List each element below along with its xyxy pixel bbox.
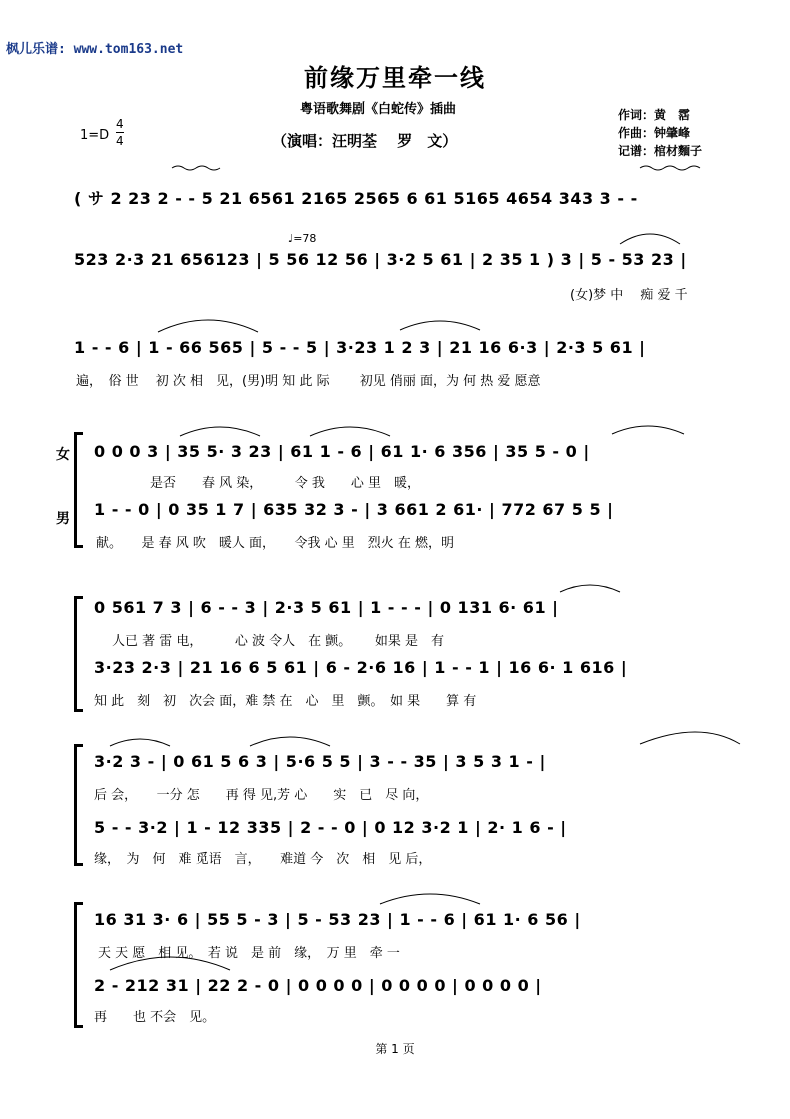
song-title: 前缘万里牵一线 bbox=[304, 63, 486, 92]
system4-female-notes: 0 0 0 3 | 35 5· 3 23 | 61 1 - 6 | 61 1· 6 356 | 35 5 - 0 | bbox=[94, 442, 590, 461]
system4-male-lyrics: 献。 是 春 风 吹 暖人 面， 令我 心 里 烈火 在 燃，明 bbox=[96, 536, 455, 551]
system7-female-lyrics: 天 天 愿 相 见。 若 说 是 前 缘， 万 里 牵 一 bbox=[98, 946, 400, 961]
time-top: 4 bbox=[116, 117, 124, 131]
slur-s4f bbox=[180, 427, 260, 436]
slur-s4f2 bbox=[310, 427, 390, 436]
system4-female-lyrics: 是否 春 风 染， 令 我 心 里 暖， bbox=[150, 476, 421, 491]
transcriber-credit: 记谱：棺材麵子 bbox=[618, 144, 703, 158]
system6-female-notes: 3·2 3 - | 0 61 5 6 3 | 5·6 5 5 | 3 - - 35 | 3 5 3 1 - | bbox=[94, 752, 546, 771]
system6-male-notes: 5 - - 3·2 | 1 - 12 335 | 2 - - 0 | 0 12 3·2 1 | 2· 1 6 - | bbox=[94, 818, 567, 837]
slur-s3 bbox=[158, 320, 258, 332]
system6-female-lyrics: 后 会， 一分 怎 再 得 见,芳 心 实 已 尽 向， bbox=[94, 788, 429, 803]
slur-s6f3 bbox=[640, 732, 740, 744]
time-bottom: 4 bbox=[116, 134, 124, 148]
slur-s6f bbox=[110, 739, 170, 746]
system5-male-notes: 3·23 2·3 | 21 16 6 5 61 | 6 - 2·6 16 | 1 - - 1 | 16 6· 1 616 | bbox=[94, 658, 628, 677]
system2-notes: 523 2·3 21 656123 | 5 56 12 56 | 3·2 5 61 | 2 35 1 ) 3 | 5 - 53 23 | bbox=[74, 250, 687, 269]
system6-male-lyrics: 缘， 为 何 难 觅语 言， 难道 今 次 相 见 后， bbox=[94, 852, 432, 867]
slur-s4f3 bbox=[612, 426, 684, 434]
system7-female-notes: 16 31 3· 6 | 55 5 - 3 | 5 - 53 23 | 1 - - 6 | 61 1· 6 56 | bbox=[94, 910, 581, 929]
trill-mark-1 bbox=[172, 166, 220, 170]
lyricist-credit: 作词：黄 霑 bbox=[618, 108, 691, 122]
site-watermark[interactable]: 枫儿乐谱: www.tom163.net bbox=[6, 42, 184, 57]
system7-male-lyrics: 再 也 不会 见。 bbox=[94, 1010, 216, 1025]
system2-lyrics: (女)梦 中 痴 爱 千 bbox=[570, 288, 688, 303]
trill-mark-2 bbox=[640, 166, 700, 170]
slur-s2 bbox=[620, 234, 680, 244]
system4-male-notes: 1 - - 0 | 0 35 1 7 | 635 32 3 - | 3 661 2 61· | 772 67 5 5 | bbox=[94, 500, 614, 519]
slur-s6f2 bbox=[250, 737, 330, 746]
slur-s7f bbox=[380, 894, 480, 904]
slur-s7m bbox=[110, 957, 230, 970]
singers-line: （演唱：汪明荃 罗 文） bbox=[272, 132, 458, 150]
slur-s5f bbox=[560, 585, 620, 592]
composer-credit: 作曲：钟肇峰 bbox=[618, 126, 691, 140]
slur-s3b bbox=[400, 321, 480, 330]
key-signature: 1=D bbox=[80, 128, 110, 143]
female-part-label: 女 bbox=[56, 447, 70, 463]
system1-notes: ( サ 2 23 2 - - 5 21 6561 2165 2565 6 61 5165 4654 343 3 - - bbox=[74, 189, 638, 208]
male-part-label: 男 bbox=[56, 511, 70, 527]
system7-male-notes: 2 - 212 31 | 22 2 - 0 | 0 0 0 0 | 0 0 0 0 | 0 0 0 0 | bbox=[94, 976, 542, 995]
system5-female-lyrics: 人已 著 雷 电， 心 波 令人 在 颤。 如果 是 有 bbox=[112, 634, 445, 649]
page-number: 第 1 页 bbox=[375, 1042, 415, 1056]
system5-female-notes: 0 561 7 3 | 6 - - 3 | 2·3 5 61 | 1 - - - | 0 131 6· 61 | bbox=[94, 598, 559, 617]
song-subtitle: 粤语歌舞剧《白蛇传》插曲 bbox=[300, 102, 457, 117]
system5-male-lyrics: 知 此 刻 初 次会 面，难 禁 在 心 里 颤。 如 果 算 有 bbox=[94, 694, 477, 709]
system3-notes: 1 - - 6 | 1 - 66 565 | 5 - - 5 | 3·23 1 2 3 | 21 16 6·3 | 2·3 5 61 | bbox=[74, 338, 646, 357]
tempo-marking: ♩=78 bbox=[288, 232, 317, 245]
system3-lyrics: 遍， 俗 世 初 次 相 见，(男)明 知 此 际 初见 俏丽 面，为 何 热 爱 愿意 bbox=[76, 374, 541, 389]
